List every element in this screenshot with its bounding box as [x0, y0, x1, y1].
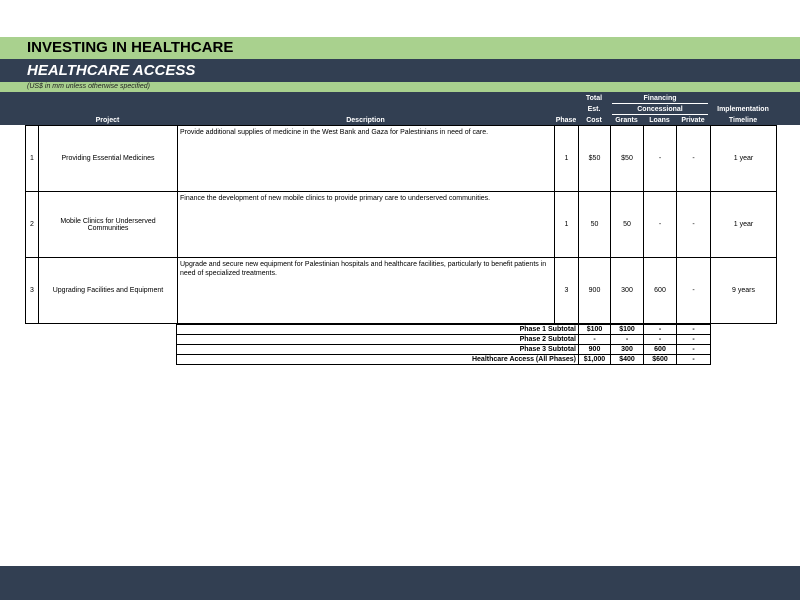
- total-loans: $600: [644, 355, 677, 365]
- total-label: Healthcare Access (All Phases): [177, 355, 579, 365]
- header-phase: Phase: [555, 117, 577, 124]
- private-cell: -: [677, 258, 711, 324]
- subtotals-table: [176, 324, 711, 365]
- project-name: Mobile Clinics for Underserved Communities: [39, 192, 178, 258]
- projects-table: [25, 125, 777, 324]
- row-number: 3: [26, 258, 39, 324]
- total-cost-cell: 900: [579, 258, 611, 324]
- subtotal-grants: 300: [611, 345, 644, 355]
- subtotal-row: [177, 335, 711, 345]
- subtotal-grants: -: [611, 335, 644, 345]
- subtotal-private: -: [677, 335, 711, 345]
- units-note: (US$ in mm unless otherwise specified): [0, 82, 800, 92]
- loans-cell: 600: [644, 258, 677, 324]
- private-cell: -: [677, 192, 711, 258]
- subtotal-loans: -: [644, 335, 677, 345]
- table-row: [26, 258, 777, 324]
- private-cell: -: [677, 126, 711, 192]
- grants-cell: 300: [611, 258, 644, 324]
- project-description: Provide additional supplies of medicine in the West Bank and Gaza for Palestinians in need of care.: [178, 126, 555, 192]
- header-project: Project: [95, 117, 120, 124]
- header-timeline-1: Implementation: [717, 106, 769, 113]
- header-concessional: Concessional: [637, 106, 683, 113]
- financing-underline: [612, 103, 708, 104]
- subtotal-total: -: [579, 335, 611, 345]
- footer-band: [0, 566, 800, 600]
- timeline-cell: 1 year: [711, 126, 777, 192]
- table-row: [26, 126, 777, 192]
- section-title: HEALTHCARE ACCESS: [0, 59, 800, 82]
- header-description: Description: [346, 117, 385, 124]
- header-total-3: Cost: [586, 117, 602, 124]
- header-private: Private: [681, 117, 705, 124]
- subtotal-grants: $100: [611, 325, 644, 335]
- page-title: INVESTING IN HEALTHCARE: [0, 37, 800, 59]
- table-row: [26, 192, 777, 258]
- total-cost-cell: $50: [579, 126, 611, 192]
- row-number: 2: [26, 192, 39, 258]
- header-loans: Loans: [649, 117, 670, 124]
- subtotal-total: 900: [579, 345, 611, 355]
- phase-cell: 3: [555, 258, 579, 324]
- grants-cell: $50: [611, 126, 644, 192]
- subtotal-loans: -: [644, 325, 677, 335]
- subtotal-private: -: [677, 325, 711, 335]
- loans-cell: -: [644, 126, 677, 192]
- project-description: Finance the development of new mobile clinics to provide primary care to underserved communities.: [178, 192, 555, 258]
- subtotal-total: $100: [579, 325, 611, 335]
- header-financing: Financing: [643, 95, 677, 102]
- header-grants: Grants: [615, 117, 638, 124]
- total-total: $1,000: [579, 355, 611, 365]
- subtotal-label: Phase 1 Subtotal: [177, 325, 579, 335]
- subtotal-label: Phase 3 Subtotal: [177, 345, 579, 355]
- loans-cell: -: [644, 192, 677, 258]
- subtotal-private: -: [677, 345, 711, 355]
- total-private: -: [677, 355, 711, 365]
- header-timeline-2: Timeline: [728, 117, 758, 124]
- concessional-underline: [612, 114, 708, 115]
- total-cost-cell: 50: [579, 192, 611, 258]
- header-total-1: Total: [585, 95, 603, 102]
- phase-cell: 1: [555, 192, 579, 258]
- project-description: Upgrade and secure new equipment for Palestinian hospitals and healthcare facilities, particularly to benefit patients in need of specialized treatments.: [178, 258, 555, 324]
- grants-cell: 50: [611, 192, 644, 258]
- header-total-2: Est.: [587, 106, 601, 113]
- project-name: Providing Essential Medicines: [39, 126, 178, 192]
- total-row: [177, 355, 711, 365]
- table-header: [0, 92, 800, 125]
- subtotal-label: Phase 2 Subtotal: [177, 335, 579, 345]
- subtotal-loans: 600: [644, 345, 677, 355]
- project-name: Upgrading Facilities and Equipment: [39, 258, 178, 324]
- subtotal-row: [177, 325, 711, 335]
- timeline-cell: 9 years: [711, 258, 777, 324]
- row-number: 1: [26, 126, 39, 192]
- phase-cell: 1: [555, 126, 579, 192]
- subtotal-row: [177, 345, 711, 355]
- total-grants: $400: [611, 355, 644, 365]
- timeline-cell: 1 year: [711, 192, 777, 258]
